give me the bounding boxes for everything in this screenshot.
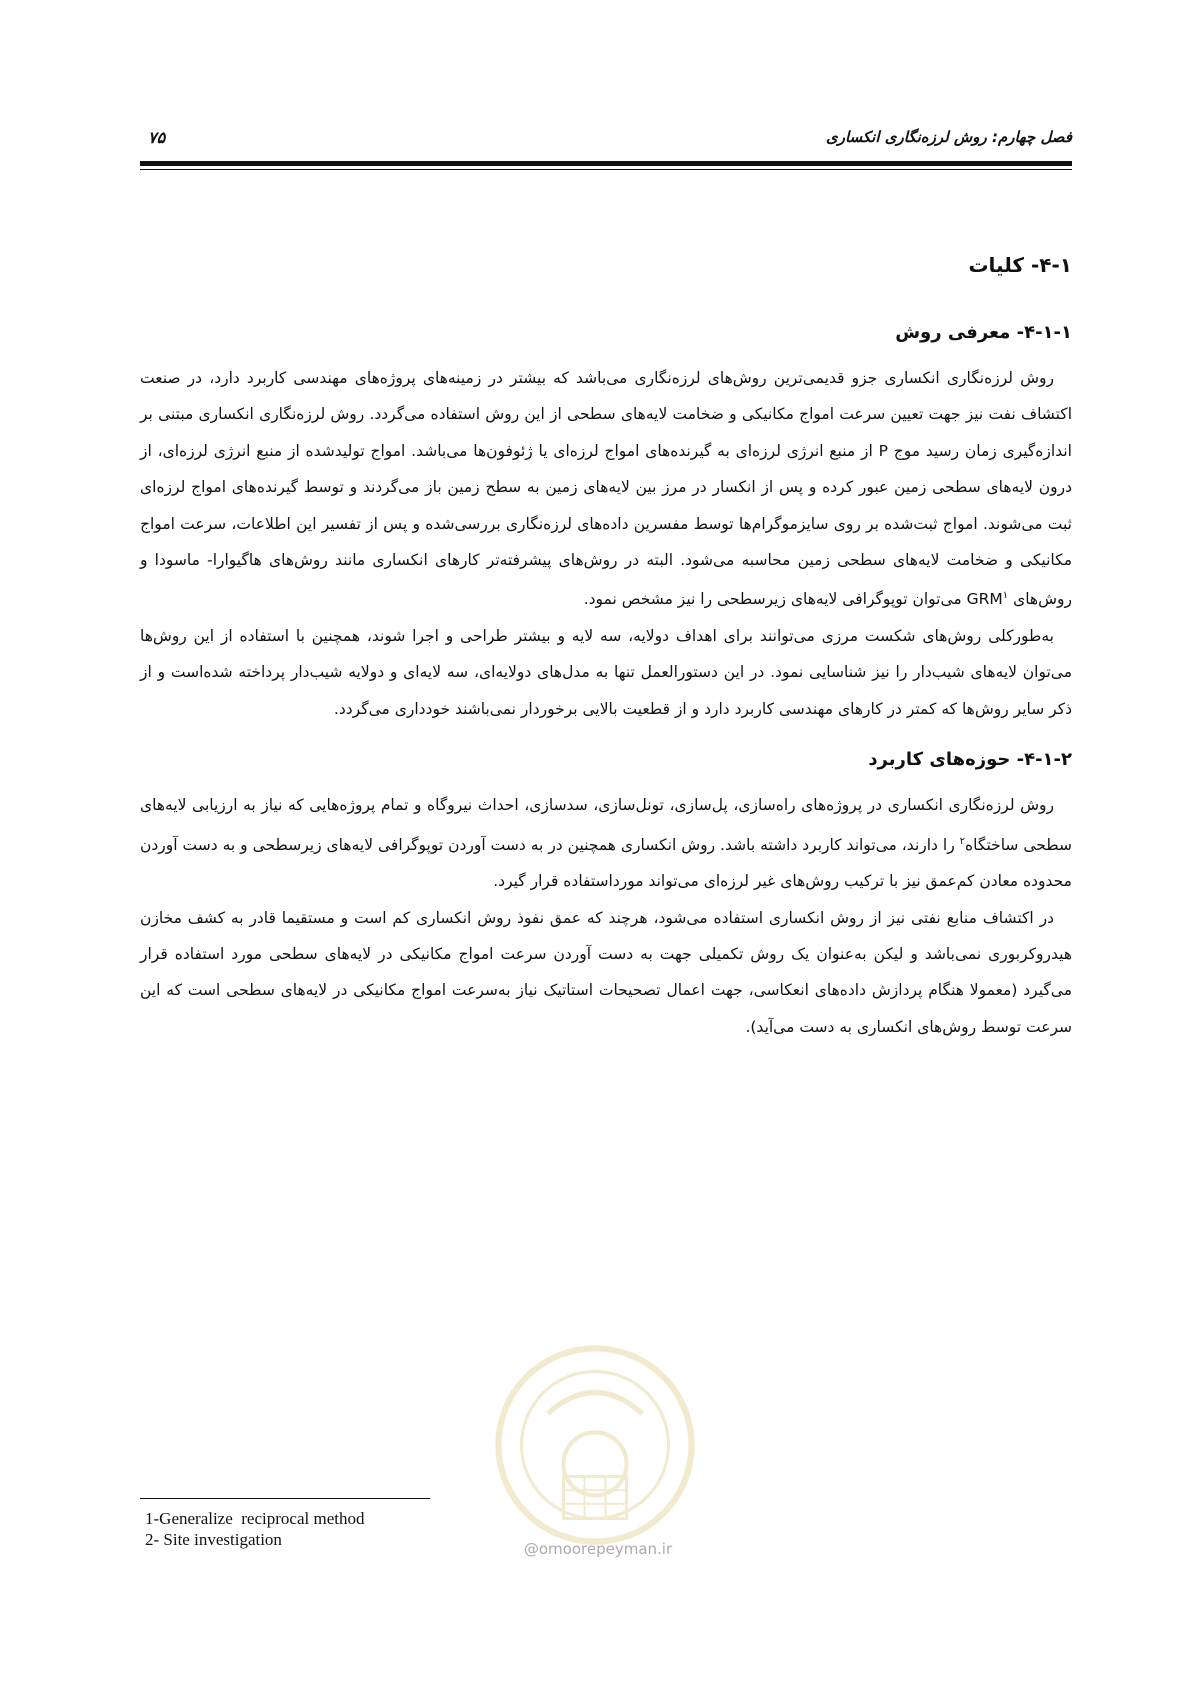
subsection-heading-usage: ۴-۱-۲- حوزه‌های کاربرد (868, 749, 1072, 771)
paragraph-usage-1-tail: را دارند، می‌تواند کاربرد داشته باشد. روش انکساری همچنین در به دست آوردن توپوگرافی لایه‌های زیرسطحی و به دست آوردن محدوده معادن کم‌عمق نیز با ترکیب روش‌های غیر لرزه‌ای می‌تواند مورداستفاده قرار گیرد. (140, 835, 1072, 891)
footnotes (145, 1508, 645, 1550)
paragraph-intro-1-tail: می‌توان توپوگرافی لایه‌های زیرسطحی را نیز مشخص نمود. (583, 590, 967, 609)
section-heading-general: ۴-۱- کلیات (968, 253, 1072, 277)
chapter-title: فصل چهارم: روش لرزه‌نگاری انکساری (825, 128, 1072, 146)
footnote-ref-1: ۱ (1002, 590, 1009, 602)
header-rule-thick (140, 161, 1072, 166)
paragraph-usage-1 (140, 787, 1072, 899)
paragraph-usage-2: در اکتشاف منابع نفتی نیز از روش انکساری استفاده می‌شود، هرچند که عمق نفوذ روش انکساری کم است و مستقیما قادر به کشف مخازن هیدروکربوری نمی‌باشد و لیکن به‌عنوان یک روش تکمیلی جهت به دست آوردن سرعت امواج مکانیکی در لایه‌های سطحی مورد استفاده قرار می‌گیرد (معمولا هنگام پردازش داده‌های انعکاسی، جهت اعمال تصحیحات استاتیک نیاز به‌سرعت امواج مکانیکی در لایه‌های سطحی است که این سرعت توسط روش‌های انکساری به دست می‌آید). (140, 908, 1072, 1036)
header-rule-thin (140, 169, 1072, 170)
main-content (140, 250, 1072, 1045)
footnote-1: 1-Generalize reciprocal method (145, 1509, 365, 1528)
paragraph-intro-1 (140, 360, 1072, 618)
footnote-rule (140, 1498, 430, 1499)
page-number: ۷۵ (148, 128, 166, 147)
subsection-heading-intro: ۴-۱-۱- معرفی روش (895, 322, 1072, 343)
page-header (140, 128, 1072, 162)
paragraph-usage-1-text: روش لرزه‌نگاری انکساری در پروژه‌های راه‌سازی، پل‌سازی، تونل‌سازی، سدسازی، احداث نیروگاه و تمام پروژه‌هایی که نیاز به ارزیابی لایه‌های سطحی ساختگاه (140, 796, 1073, 854)
paragraph-intro-2: به‌طورکلی روش‌های شکست مرزی می‌توانند برای اهداف دولایه، سه لایه و بیشتر طراحی و اجرا شوند، همچنین با استفاده از این روش‌ها می‌توان لایه‌های شیب‌دار را نیز شناسایی نمود. در این دستورالعمل تنها به مدل‌های دولایه‌ای، سه لایه‌ای و دولایه شیب‌دار پرداخته شده‌است و از ذکر سایر روش‌ها که کمتر در کارهای مهندسی کاربرد دارد و از قطعیت بالایی برخوردار نمی‌باشند خودداری می‌گردد. (140, 627, 1072, 718)
watermark-url: @omoorepeyman.ir (523, 1540, 673, 1558)
footnote-ref-2: ۲ (959, 835, 966, 847)
footnote-2: 2- Site investigation (145, 1530, 282, 1549)
paragraph-intro-1-text: روش لرزه‌نگاری انکساری جزو قدیمی‌ترین روش‌های لرزه‌نگاری می‌باشد که بیشتر در زمینه‌های پروژه‌های مهندسی کاربرد دارد، در صنعت اکتشاف نفت نیز جهت تعیین سرعت امواج مکانیکی و ضخامت لایه‌های سطحی از این روش استفاده می‌گردد. روش لرزه‌نگاری انکساری مبتنی بر اندازه‌گیری زمان رسید موج P از منبع انرژی لرزه‌ای به گیرنده‌های امواج لرزه‌ای یا ژئوفون‌ها می‌باشد. امواج تولیدشده از منبع انرژی لرزه‌ای، از درون لایه‌های سطحی زمین عبور کرده و پس از انکسار در مرز بین لایه‌های زمین به سطح زمین باز می‌گردند و توسط گیرنده‌های امواج لرزه‌ای ثبت می‌شوند. امواج ثبت‌شده بر روی سایزموگرام‌ها توسط مفسرین داده‌های لرزه‌نگاری بررسی‌شده و پس از تفسیر این اطلاعات، سرعت امواج مکانیکی و ضخامت لایه‌های سطحی زمین محاسبه می‌شود. البته در روش‌های پیشرفته‌تر کارهای انکساری مانند روش‌های هاگیوارا- ماسودا و روش‌های GRM (140, 369, 1072, 609)
